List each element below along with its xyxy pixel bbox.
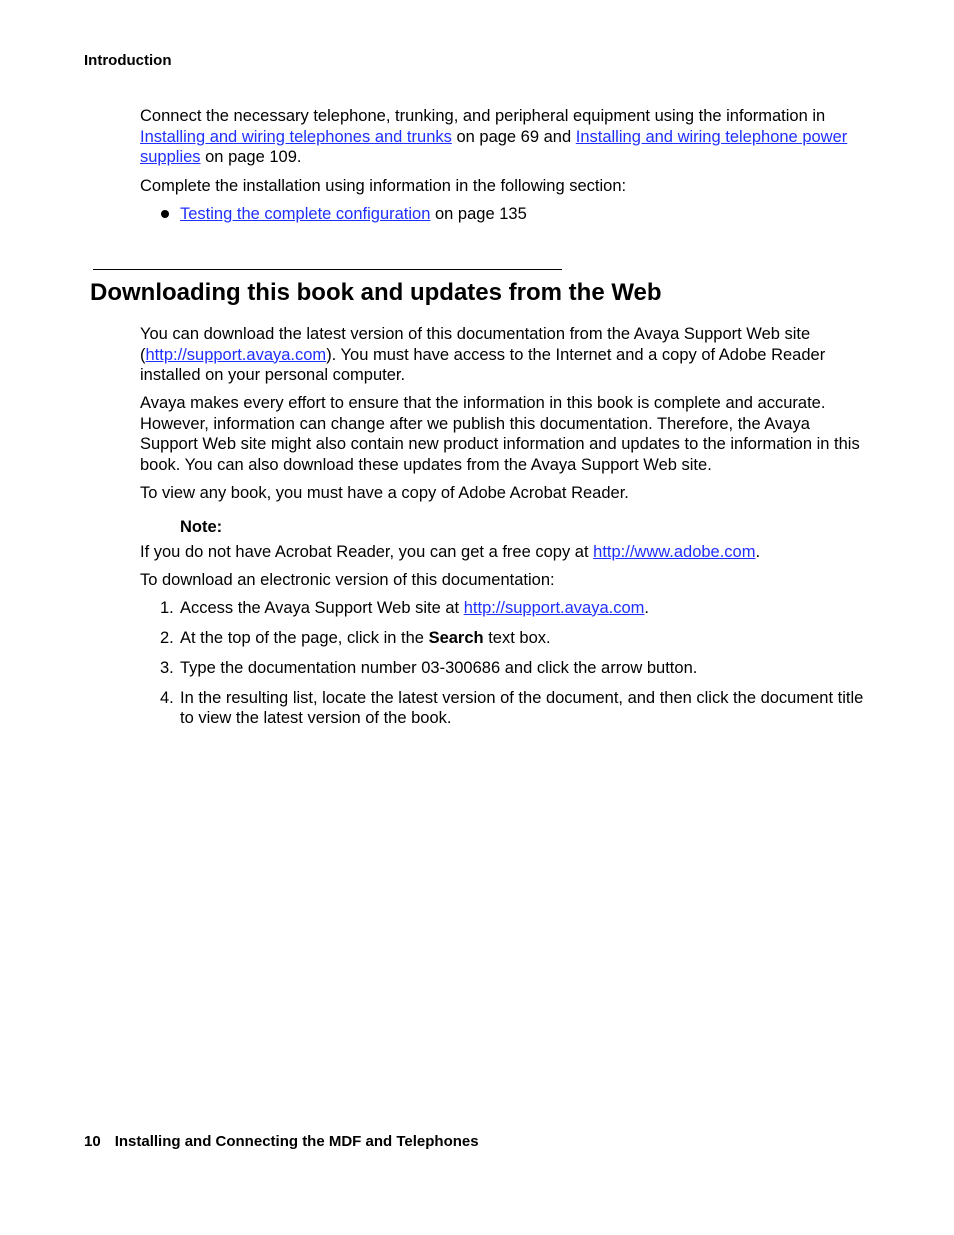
step-number: 3.: [160, 658, 174, 677]
section-paragraph-4: To download an electronic version of this documentation:: [140, 570, 555, 589]
section-paragraph-1: [140, 324, 870, 386]
note-label: Note:: [180, 518, 223, 536]
bullet-item: [140, 204, 870, 225]
bullet-list: [140, 204, 870, 225]
step-number: 2.: [160, 628, 174, 647]
link-support-avaya[interactable]: http://support.avaya.com: [145, 345, 327, 364]
page-number: 10: [84, 1133, 101, 1150]
intro-text: on page 109.: [200, 148, 302, 166]
section-text: ). You must have access to the Internet and a copy of Adobe Reader installed on your personal computer.: [140, 345, 826, 384]
link-installing-wiring-power-supplies[interactable]: Installing and wiring telephone power supplies: [140, 127, 848, 166]
step-item: [140, 688, 870, 729]
page-footer: [84, 1133, 479, 1150]
section-heading: Downloading this book and updates from the Web: [90, 279, 662, 306]
intro-text: Connect the necessary telephone, trunking, and peripheral equipment using the information in: [140, 107, 826, 125]
section-paragraph-3: To view any book, you must have a copy of Adobe Acrobat Reader.: [140, 483, 629, 502]
bullet-text: on page 135: [430, 205, 527, 223]
intro-paragraph-2: Complete the installation using information in the following section:: [140, 176, 627, 195]
steps-list: [140, 598, 870, 729]
step-item: [140, 598, 870, 619]
note-text: If you do not have Acrobat Reader, you can get a free copy at: [140, 542, 594, 561]
intro-paragraph-1: [140, 106, 870, 168]
step-number: 4.: [160, 688, 174, 707]
step-text: text box.: [483, 628, 551, 647]
step-text: At the top of the page, click in the: [180, 628, 429, 647]
book-title: Installing and Connecting the MDF and Telephones: [114, 1133, 479, 1150]
link-installing-wiring-telephones-trunks[interactable]: Installing and wiring telephones and trunks: [140, 127, 452, 146]
link-support-avaya-step[interactable]: http://support.avaya.com: [463, 598, 645, 617]
section-text: You can download the latest version of this documentation from the Avaya Support Web site (: [140, 325, 811, 364]
intro-section: [140, 106, 870, 225]
download-section: [140, 324, 870, 738]
step-text: .: [644, 598, 649, 617]
section-paragraph-2: Avaya makes every effort to ensure that the information in this book is complete and accurate. However, information can change after we publish this documentation. Therefore, the Avaya Support Web site might also contain new product information and updates to the information in this book. You can also download these updates from the Avaya Support Web site.: [140, 394, 860, 474]
step-number: 1.: [160, 598, 174, 617]
note-body: [140, 542, 870, 563]
running-header: Introduction: [84, 52, 172, 69]
link-adobe[interactable]: http://www.adobe.com: [593, 542, 756, 561]
step-text: Access the Avaya Support Web site at: [180, 598, 464, 617]
section-divider: [93, 269, 562, 270]
step-item: [140, 628, 870, 649]
note-end: .: [755, 542, 761, 561]
link-testing-configuration[interactable]: Testing the complete configuration: [180, 205, 431, 223]
step-bold-term: Search: [428, 628, 484, 647]
step-item: [140, 658, 870, 679]
bullet-icon: [161, 210, 169, 218]
step-text: Type the documentation number 03-300686 and click the arrow button.: [180, 658, 698, 677]
intro-text: on page 69 and: [451, 127, 576, 146]
step-text: In the resulting list, locate the latest version of the document, and then click the document title to view the latest version of the book.: [180, 688, 864, 727]
